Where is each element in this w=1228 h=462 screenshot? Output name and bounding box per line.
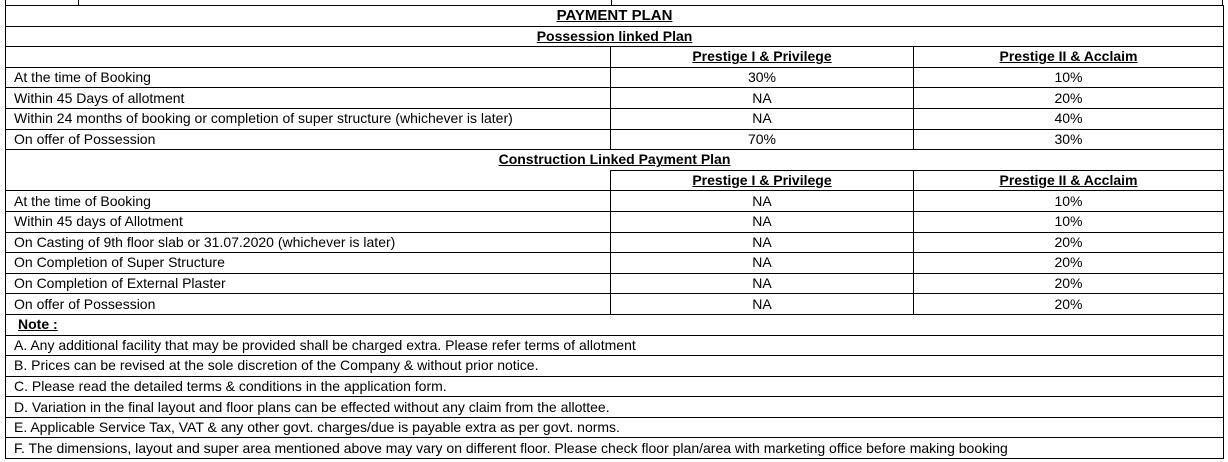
note-item xyxy=(6,417,1224,438)
row-value-col2: 20% xyxy=(914,294,1224,315)
row-value-col2: 10% xyxy=(914,211,1224,232)
row-label: Within 45 days of Allotment xyxy=(6,211,611,232)
row-label: On offer of Possession xyxy=(6,129,611,150)
top-cropped-strip xyxy=(5,0,1223,5)
row-label: On offer of Possession xyxy=(6,294,611,315)
row-value-col1: NA xyxy=(611,108,914,129)
possession-col1-header: Prestige I & Privilege xyxy=(611,47,914,68)
row-value-col1: NA xyxy=(611,294,914,315)
possession-plan-heading: Possession linked Plan xyxy=(6,26,1224,47)
note-text: D. Variation in the final layout and floor plans can be effected without any claim from the allottee. xyxy=(6,397,1224,418)
construction-col2-header: Prestige II & Acclaim xyxy=(914,170,1224,191)
row-label: Within 45 Days of allotment xyxy=(6,88,611,109)
row-label: At the time of Booking xyxy=(6,191,611,212)
row-value-col1: NA xyxy=(611,88,914,109)
construction-plan-heading: Construction Linked Payment Plan xyxy=(6,150,1224,171)
row-value-col1: NA xyxy=(611,232,914,253)
possession-heading-row xyxy=(6,26,1224,47)
construction-heading-row xyxy=(6,150,1224,171)
construction-column-header-row xyxy=(6,170,1224,191)
payment-plan-table xyxy=(5,5,1224,459)
row-value-col1: 70% xyxy=(611,129,914,150)
row-label: At the time of Booking xyxy=(6,67,611,88)
strip-divider-right xyxy=(611,0,612,5)
note-item xyxy=(6,397,1224,418)
page-title: PAYMENT PLAN xyxy=(6,6,1224,27)
note-item xyxy=(6,376,1224,397)
row-value-col2: 30% xyxy=(914,129,1224,150)
table-row xyxy=(6,129,1224,150)
note-item xyxy=(6,438,1224,459)
note-text: B. Prices can be revised at the sole discretion of the Company & without prior notice. xyxy=(6,356,1224,377)
row-value-col1: NA xyxy=(611,273,914,294)
table-row xyxy=(6,211,1224,232)
note-text: A. Any additional facility that may be provided shall be charged extra. Please refer terms of allotment xyxy=(6,335,1224,356)
row-value-col2: 20% xyxy=(914,273,1224,294)
note-heading-row xyxy=(6,314,1224,335)
row-value-col2: 20% xyxy=(914,232,1224,253)
table-row xyxy=(6,88,1224,109)
row-value-col1: NA xyxy=(611,253,914,274)
note-item xyxy=(6,356,1224,377)
row-label: Within 24 months of booking or completion of super structure (whichever is later) xyxy=(6,108,611,129)
table-row xyxy=(6,253,1224,274)
possession-col2-header: Prestige II & Acclaim xyxy=(914,47,1224,68)
title-row xyxy=(6,6,1224,27)
table-row xyxy=(6,232,1224,253)
note-item xyxy=(6,335,1224,356)
row-value-col1: NA xyxy=(611,191,914,212)
note-heading: Note : xyxy=(6,314,1224,335)
table-row xyxy=(6,108,1224,129)
table-row xyxy=(6,273,1224,294)
row-label: On Completion of Super Structure xyxy=(6,253,611,274)
row-value-col2: 20% xyxy=(914,88,1224,109)
row-value-col2: 40% xyxy=(914,108,1224,129)
row-value-col2: 10% xyxy=(914,191,1224,212)
row-label: On Casting of 9th floor slab or 31.07.2020 (whichever is later) xyxy=(6,232,611,253)
note-text: F. The dimensions, layout and super area mentioned above may vary on different floor. Please check floor plan/area with marketing office before making booking xyxy=(6,438,1224,459)
row-value-col1: NA xyxy=(611,211,914,232)
row-value-col1: 30% xyxy=(611,67,914,88)
possession-header-blank xyxy=(6,47,611,68)
row-value-col2: 10% xyxy=(914,67,1224,88)
payment-plan-sheet xyxy=(5,0,1223,459)
row-label: On Completion of External Plaster xyxy=(6,273,611,294)
table-row xyxy=(6,191,1224,212)
note-text: E. Applicable Service Tax, VAT & any other govt. charges/due is payable extra as per govt. norms. xyxy=(6,417,1224,438)
construction-header-blank xyxy=(6,170,611,191)
strip-divider-left xyxy=(78,0,79,5)
possession-column-header-row xyxy=(6,47,1224,68)
row-value-col2: 20% xyxy=(914,253,1224,274)
table-row xyxy=(6,294,1224,315)
note-text: C. Please read the detailed terms & conditions in the application form. xyxy=(6,376,1224,397)
construction-col1-header: Prestige I & Privilege xyxy=(611,170,914,191)
table-row xyxy=(6,67,1224,88)
